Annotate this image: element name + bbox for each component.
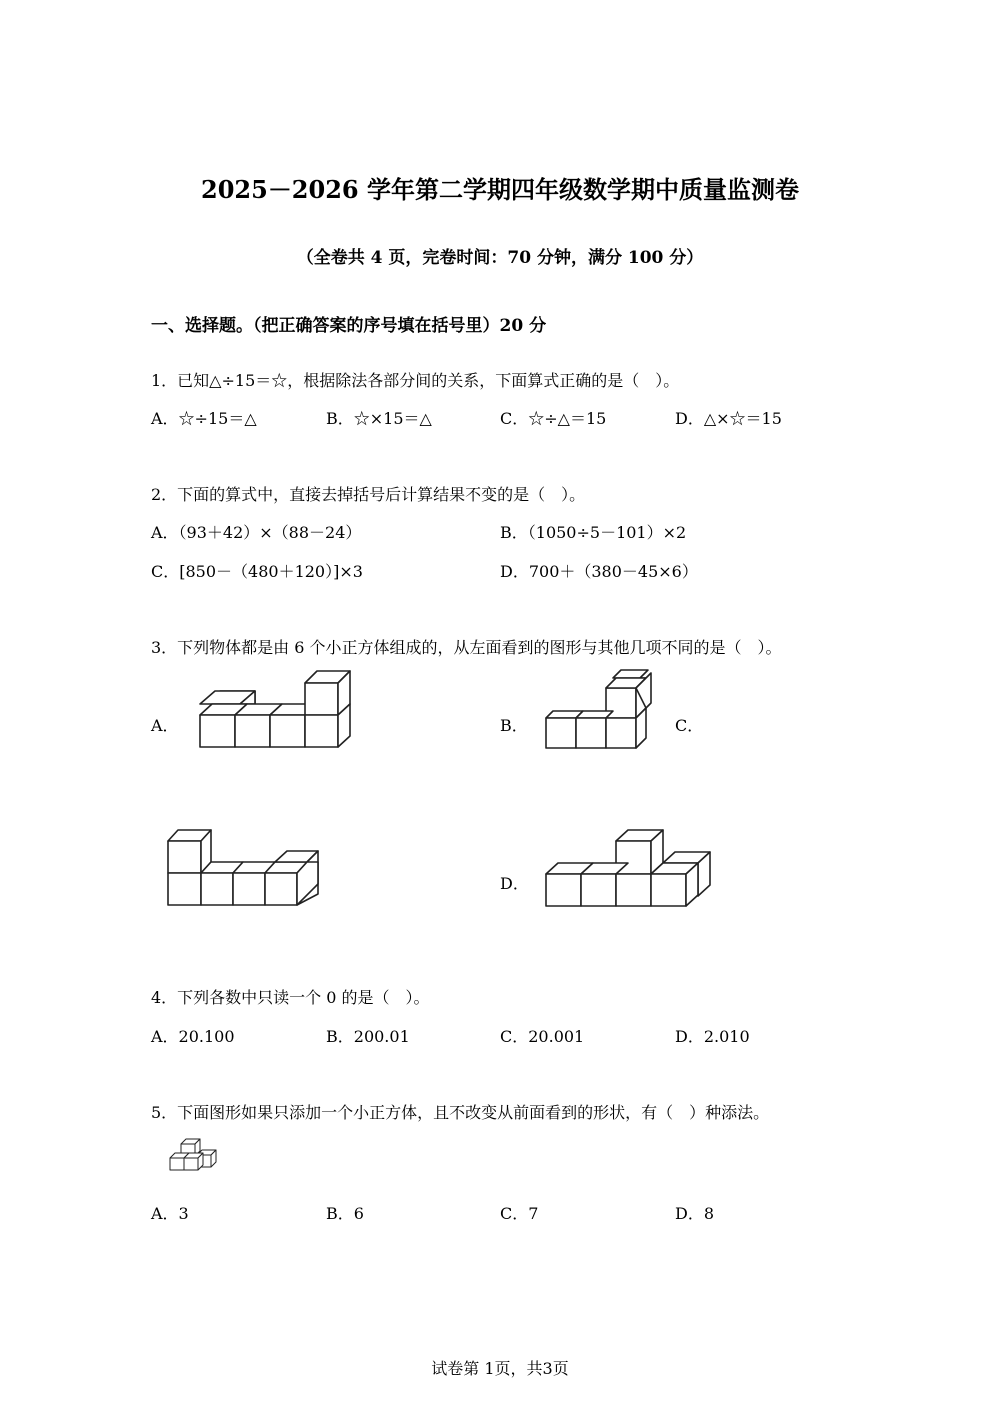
page-footer: 试卷第 1页，共3页 [431, 1359, 569, 1378]
question-4-option-b[interactable]: B．200.01 [326, 1027, 410, 1046]
question-3-option-b[interactable]: B． [500, 716, 528, 735]
question-3-option-c[interactable]: C． [675, 716, 704, 735]
cube-figure-d [543, 826, 718, 911]
question-3-stem: 3．下列物体都是由 6 个小正方体组成的，从左面看到的图形与其他几项不同的是（ ）。 [151, 638, 782, 657]
question-3-option-d[interactable]: D． [500, 874, 529, 893]
question-4-option-c[interactable]: C．20.001 [500, 1027, 585, 1046]
question-5-option-d[interactable]: D．8 [675, 1204, 715, 1223]
question-1-option-b[interactable]: B．☆×15＝△ [326, 409, 432, 428]
section-heading: 一、选择题。（把正确答案的序号填在括号里）20 分 [151, 316, 547, 336]
question-4-option-a[interactable]: A．20.100 [151, 1027, 235, 1046]
question-5-option-b[interactable]: B．6 [326, 1204, 364, 1223]
question-2-option-c[interactable]: C．[850－（480＋120）]×3 [151, 562, 363, 581]
question-5-stem: 5．下面图形如果只添加一个小正方体，且不改变从前面看到的形状，有（ ）种添法。 [151, 1103, 770, 1122]
question-2-stem: 2．下面的算式中，直接去掉括号后计算结果不变的是（ ）。 [151, 485, 586, 504]
question-1-stem: 1．已知△÷15＝☆，根据除法各部分间的关系，下面算式正确的是（ ）。 [151, 371, 680, 390]
question-2-option-a[interactable]: A．（93＋42）×（88－24） [151, 523, 362, 542]
exam-title: 2025－2026 学年第二学期四年级数学期中质量监测卷 [201, 175, 799, 204]
question-1-option-d[interactable]: D．△×☆＝15 [675, 409, 782, 428]
exam-subtitle: （全卷共 4 页，完卷时间：70 分钟，满分 100 分） [296, 248, 704, 268]
question-2-option-d[interactable]: D．700＋（380－45×6） [500, 562, 698, 581]
cube-figure-a [195, 668, 355, 753]
cube-figure-c [165, 826, 325, 911]
cube-figure-b [543, 668, 663, 753]
question-5-option-a[interactable]: A．3 [151, 1204, 189, 1223]
question-4-stem: 4．下列各数中只读一个 0 的是（ ）。 [151, 988, 430, 1007]
small-cube-figure [167, 1136, 219, 1174]
question-3-option-a[interactable]: A． [151, 716, 179, 735]
question-1-option-c[interactable]: C．☆÷△＝15 [500, 409, 607, 428]
question-1-option-a[interactable]: A．☆÷15＝△ [151, 409, 257, 428]
question-2-option-b[interactable]: B．（1050÷5－101）×2 [500, 523, 687, 542]
question-5-option-c[interactable]: C．7 [500, 1204, 539, 1223]
question-4-option-d[interactable]: D．2.010 [675, 1027, 750, 1046]
